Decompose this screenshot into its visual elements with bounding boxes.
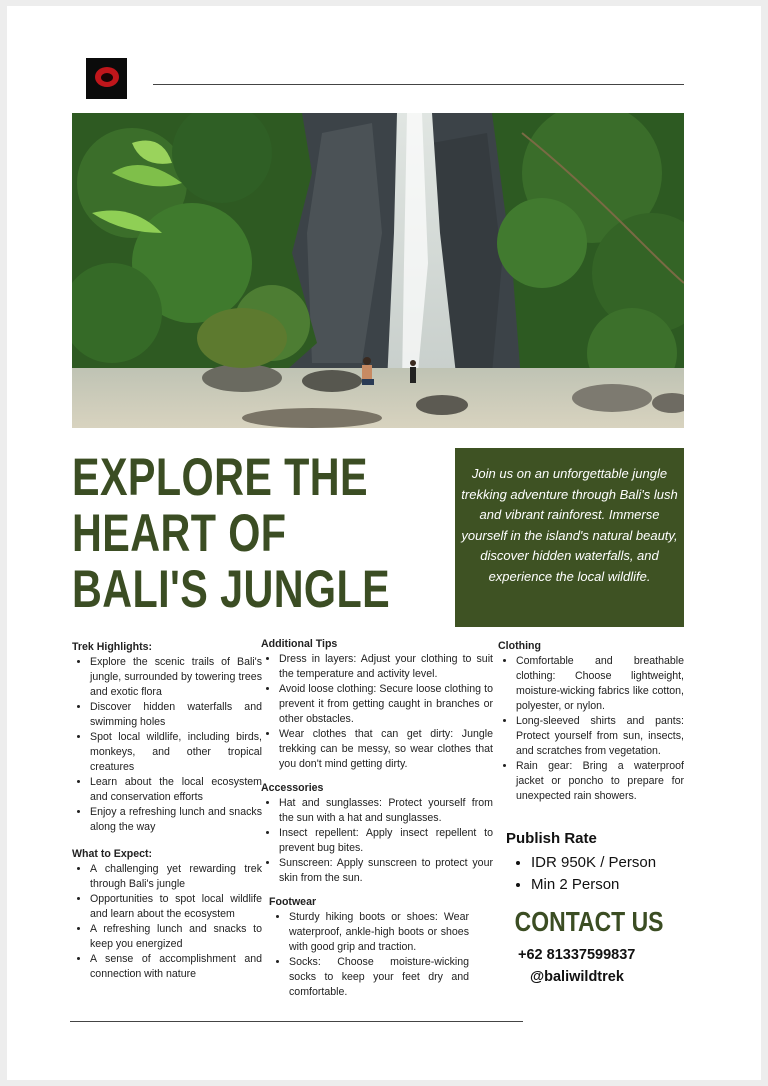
list-item: • Comfortable and breathable clothing: Choose lightweight, moisture-wicking fabrics like cotton, polyester, or nylon. <box>516 654 684 714</box>
waterfall-photo <box>72 113 684 428</box>
bottom-divider <box>70 1021 523 1022</box>
list-item: • Learn about the local ecosystem and conservation efforts <box>90 775 262 805</box>
list-item: • A refreshing lunch and snacks to keep you energized <box>90 922 262 952</box>
list-item: • A sense of accomplishment and connection with nature <box>90 952 262 982</box>
intro-box <box>455 448 684 627</box>
clothing-list <box>498 654 684 804</box>
intro-text: Join us on an unforgettable jungle trekking adventure through Bali's lush and vibrant rainforest. Immerse yourself in the island's natural beauty, discover hidden waterfalls, and experience the local wildlife. <box>461 466 678 584</box>
logo-emblem-icon <box>95 67 119 87</box>
waterfall-photo-illustration <box>72 113 684 428</box>
column-right <box>498 639 684 804</box>
list-item: • Wear clothes that can get dirty: Jungle trekking can be messy, so wear clothes that you don't mind getting dirty. <box>279 727 493 772</box>
list-item: • Spot local wildlife, including birds, monkeys, and other tropical creatures <box>90 730 262 775</box>
additional-tips-heading: Additional Tips <box>261 638 338 650</box>
list-item: • Sunscreen: Apply sunscreen to protect your skin from the sun. <box>279 856 493 886</box>
footwear-list <box>261 910 469 1000</box>
list-item: • Rain gear: Bring a waterproof jacket or poncho to prepare for unexpected rain showers. <box>516 759 684 804</box>
column-middle <box>261 637 493 1000</box>
list-item: • Dress in layers: Adjust your clothing to suit the temperature and activity level. <box>279 652 493 682</box>
page-title: EXPLORE THE HEART OF BALI'S JUNGLE <box>72 448 391 619</box>
contact-phone[interactable]: +62 81337599837 <box>518 947 636 963</box>
list-item: • Hat and sunglasses: Protect yourself from the sun with a hat and sunglasses. <box>279 796 493 826</box>
list-item: • Long-sleeved shirts and pants: Protect yourself from sun, insects, and scratches from vegetation. <box>516 714 684 759</box>
publish-rate-list <box>515 852 656 896</box>
list-item: • Opportunities to spot local wildlife and learn about the ecosystem <box>90 892 262 922</box>
contact-heading: CONTACT US <box>514 906 664 937</box>
list-item: • Insect repellent: Apply insect repellent to prevent bug bites. <box>279 826 493 856</box>
contact-handle[interactable]: @baliwildtrek <box>530 969 624 985</box>
brand-logo <box>86 58 127 99</box>
rate-item: • IDR 950K / Person <box>531 852 656 874</box>
list-item: • Discover hidden waterfalls and swimming holes <box>90 700 262 730</box>
list-item: • Explore the scenic trails of Bali's jungle, surrounded by towering trees and exotic flora <box>90 655 262 700</box>
list-item: • Avoid loose clothing: Secure loose clothing to prevent it from getting caught in branches or other obstacles. <box>279 682 493 727</box>
top-divider <box>153 84 684 85</box>
trek-highlights-heading: Trek Highlights: <box>72 641 153 653</box>
accessories-list <box>261 796 493 886</box>
additional-tips-list <box>261 652 493 772</box>
list-item: • Socks: Choose moisture-wicking socks to keep your feet dry and comfortable. <box>289 955 469 1000</box>
what-to-expect-list <box>72 862 262 982</box>
publish-rate-heading: Publish Rate <box>506 830 597 847</box>
footwear-heading: Footwear <box>269 896 317 908</box>
accessories-heading: Accessories <box>261 782 324 794</box>
rate-item: • Min 2 Person <box>531 874 656 896</box>
list-item: • Sturdy hiking boots or shoes: Wear waterproof, ankle-high boots or shoes with good grip and traction. <box>289 910 469 955</box>
column-left <box>72 640 262 982</box>
trek-highlights-list <box>72 655 262 835</box>
list-item: • A challenging yet rewarding trek through Bali's jungle <box>90 862 262 892</box>
list-item: • Enjoy a refreshing lunch and snacks along the way <box>90 805 262 835</box>
clothing-heading: Clothing <box>498 640 541 652</box>
what-to-expect-heading: What to Expect: <box>72 848 153 860</box>
